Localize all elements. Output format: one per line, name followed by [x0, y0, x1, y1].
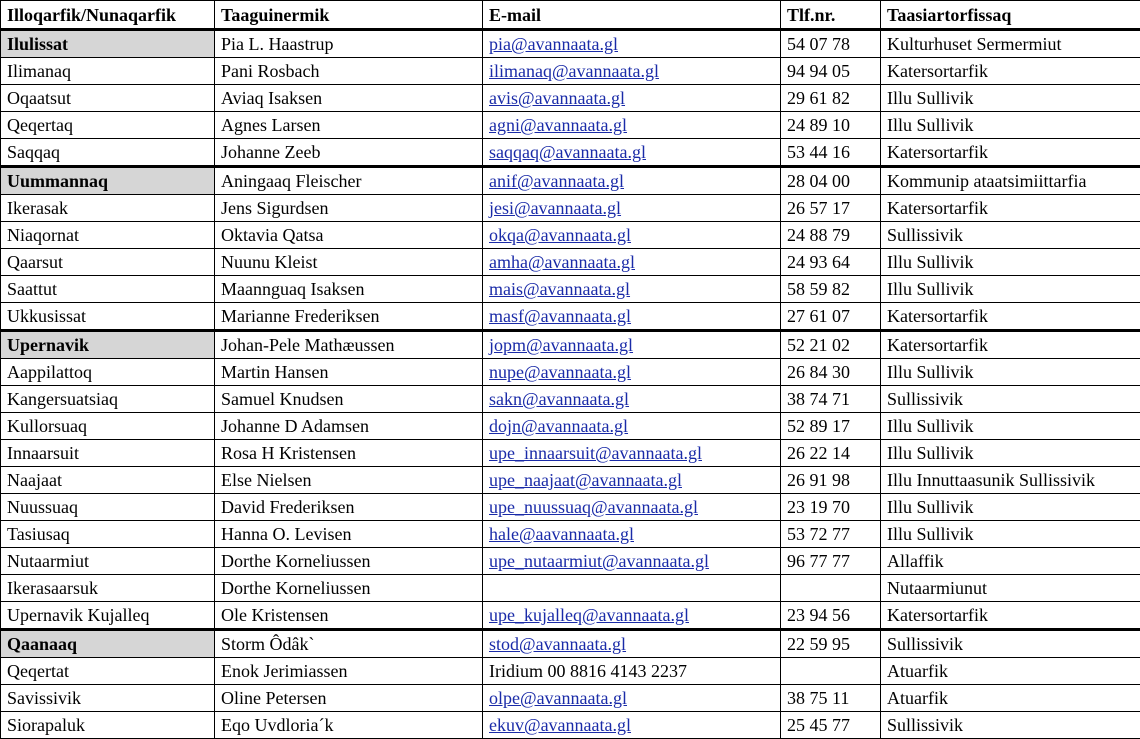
office-cell: Katersortarfik — [881, 602, 1140, 630]
office-cell: Katersortarfik — [881, 139, 1140, 167]
contact-name-cell: Eqo Uvdloria´k — [215, 712, 483, 739]
email-cell — [483, 494, 781, 521]
settlement-name-cell: Naajaat — [1, 467, 215, 494]
phone-cell: 25 45 77 — [781, 712, 881, 739]
office-cell: Illu Sullivik — [881, 276, 1140, 303]
email-cell — [483, 386, 781, 413]
contact-name-cell: Marianne Frederiksen — [215, 303, 483, 331]
town-name-cell: Ilulissat — [1, 30, 215, 58]
column-header-name: Taaguinermik — [215, 1, 483, 30]
table-row — [1, 521, 1140, 548]
settlement-name-cell: Ikerasaarsuk — [1, 575, 215, 602]
column-header-email: E-mail — [483, 1, 781, 30]
email-cell — [483, 195, 781, 222]
table-row — [1, 575, 1140, 602]
settlement-name-cell: Upernavik Kujalleq — [1, 602, 215, 630]
header-row — [1, 1, 1140, 30]
contact-name-cell: Nuunu Kleist — [215, 249, 483, 276]
contact-name-cell: Rosa H Kristensen — [215, 440, 483, 467]
settlement-name-cell: Ukkusissat — [1, 303, 215, 331]
email-cell — [483, 112, 781, 139]
settlement-name-cell: Ilimanaq — [1, 58, 215, 85]
phone-cell: 53 44 16 — [781, 139, 881, 167]
town-name-cell: Upernavik — [1, 331, 215, 359]
phone-cell: 38 74 71 — [781, 386, 881, 413]
contact-name-cell: Ole Kristensen — [215, 602, 483, 630]
phone-cell: 26 22 14 — [781, 440, 881, 467]
settlement-name-cell: Niaqornat — [1, 222, 215, 249]
email-cell — [483, 331, 781, 359]
email-link[interactable]: upe_nuussuaq@avannaata.gl — [489, 497, 698, 517]
office-cell: Illu Sullivik — [881, 112, 1140, 139]
office-cell: Sullissivik — [881, 630, 1140, 658]
contact-name-cell: David Frederiksen — [215, 494, 483, 521]
office-cell: Illu Sullivik — [881, 359, 1140, 386]
email-link[interactable]: jopm@avannaata.gl — [489, 335, 633, 355]
email-link[interactable]: upe_nutaarmiut@avannaata.gl — [489, 551, 709, 571]
phone-cell: 23 19 70 — [781, 494, 881, 521]
table-row — [1, 467, 1140, 494]
contact-name-cell: Pia L. Haastrup — [215, 30, 483, 58]
email-link[interactable]: ekuv@avannaata.gl — [489, 715, 631, 735]
email-link[interactable]: hale@aavannaata.gl — [489, 524, 634, 544]
office-cell: Sullissivik — [881, 712, 1140, 739]
settlement-name-cell: Saqqaq — [1, 139, 215, 167]
email-cell — [483, 413, 781, 440]
contact-name-cell: Jens Sigurdsen — [215, 195, 483, 222]
email-cell — [483, 467, 781, 494]
settlement-name-cell: Nuussuaq — [1, 494, 215, 521]
settlement-name-cell: Saattut — [1, 276, 215, 303]
email-cell — [483, 630, 781, 658]
phone-cell: 24 88 79 — [781, 222, 881, 249]
office-cell: Kulturhuset Sermermiut — [881, 30, 1140, 58]
email-cell — [483, 359, 781, 386]
office-cell: Katersortarfik — [881, 331, 1140, 359]
contact-name-cell: Dorthe Korneliussen — [215, 575, 483, 602]
office-cell: Atuarfik — [881, 685, 1140, 712]
column-header-phone: Tlf.nr. — [781, 1, 881, 30]
town-name-cell: Uummannaq — [1, 167, 215, 195]
table-row — [1, 658, 1140, 685]
table-row — [1, 30, 1140, 58]
settlement-name-cell: Siorapaluk — [1, 712, 215, 739]
table-row — [1, 167, 1140, 195]
email-link[interactable]: anif@avannaata.gl — [489, 171, 624, 191]
phone-cell: 38 75 11 — [781, 685, 881, 712]
email-link[interactable]: jesi@avannaata.gl — [489, 198, 621, 218]
settlement-name-cell: Savissivik — [1, 685, 215, 712]
table-row — [1, 331, 1140, 359]
email-cell — [483, 548, 781, 575]
office-cell: Katersortarfik — [881, 303, 1140, 331]
settlement-name-cell: Aappilattoq — [1, 359, 215, 386]
contact-name-cell: Dorthe Korneliussen — [215, 548, 483, 575]
phone-cell: 26 91 98 — [781, 467, 881, 494]
email-link[interactable]: masf@avannaata.gl — [489, 306, 631, 326]
email-link[interactable]: saqqaq@avannaata.gl — [489, 142, 646, 162]
email-cell — [483, 276, 781, 303]
settlement-name-cell: Qaarsut — [1, 249, 215, 276]
email-link[interactable]: agni@avannaata.gl — [489, 115, 627, 135]
phone-cell: 22 59 95 — [781, 630, 881, 658]
contact-name-cell: Enok Jerimiassen — [215, 658, 483, 685]
phone-cell: 26 57 17 — [781, 195, 881, 222]
phone-cell: 23 94 56 — [781, 602, 881, 630]
phone-cell: 52 21 02 — [781, 331, 881, 359]
email-cell — [483, 222, 781, 249]
contact-name-cell: Johanne Zeeb — [215, 139, 483, 167]
phone-cell: 53 72 77 — [781, 521, 881, 548]
column-header-office: Taasiartorfissaq — [881, 1, 1140, 30]
office-cell: Illu Sullivik — [881, 85, 1140, 112]
table-row — [1, 548, 1140, 575]
contact-name-cell: Aviaq Isaksen — [215, 85, 483, 112]
office-cell: Allaffik — [881, 548, 1140, 575]
settlement-name-cell: Tasiusaq — [1, 521, 215, 548]
table-row — [1, 413, 1140, 440]
office-cell: Illu Sullivik — [881, 521, 1140, 548]
email-link[interactable]: dojn@avannaata.gl — [489, 416, 628, 436]
settlement-name-cell: Kangersuatsiaq — [1, 386, 215, 413]
contact-name-cell: Pani Rosbach — [215, 58, 483, 85]
contact-name-cell: Maannguaq Isaksen — [215, 276, 483, 303]
email-cell — [483, 521, 781, 548]
settlement-name-cell: Kullorsuaq — [1, 413, 215, 440]
settlement-name-cell: Nutaarmiut — [1, 548, 215, 575]
email-cell — [483, 303, 781, 331]
phone-cell — [781, 658, 881, 685]
phone-cell: 58 59 82 — [781, 276, 881, 303]
email-cell — [483, 30, 781, 58]
contact-name-cell: Johan-Pele Mathæussen — [215, 331, 483, 359]
email-link[interactable]: ilimanaq@avannaata.gl — [489, 61, 659, 81]
office-cell: Illu Sullivik — [881, 413, 1140, 440]
email-cell — [483, 712, 781, 739]
email-link[interactable]: amha@avannaata.gl — [489, 252, 635, 272]
table-row — [1, 112, 1140, 139]
table-row — [1, 630, 1140, 658]
table-row — [1, 276, 1140, 303]
email-link[interactable]: stod@avannaata.gl — [489, 634, 626, 654]
phone-cell: 29 61 82 — [781, 85, 881, 112]
phone-cell: 96 77 77 — [781, 548, 881, 575]
phone-cell — [781, 575, 881, 602]
email-cell — [483, 575, 781, 602]
email-cell — [483, 658, 781, 685]
table-row — [1, 685, 1140, 712]
email-link[interactable]: olpe@avannaata.gl — [489, 688, 627, 708]
office-cell: Kommunip ataatsimiittarfia — [881, 167, 1140, 195]
contact-name-cell: Johanne D Adamsen — [215, 413, 483, 440]
table-row — [1, 386, 1140, 413]
office-cell: Illu Sullivik — [881, 440, 1140, 467]
office-cell: Illu Sullivik — [881, 494, 1140, 521]
contact-name-cell: Agnes Larsen — [215, 112, 483, 139]
email-cell — [483, 85, 781, 112]
table-row — [1, 85, 1140, 112]
satellite-phone-text: Iridium 00 8816 4143 2237 — [489, 661, 687, 681]
phone-cell: 28 04 00 — [781, 167, 881, 195]
office-cell: Nutaarmiunut — [881, 575, 1140, 602]
phone-cell: 26 84 30 — [781, 359, 881, 386]
office-cell: Sullissivik — [881, 222, 1140, 249]
contact-name-cell: Oktavia Qatsa — [215, 222, 483, 249]
email-link[interactable]: okqa@avannaata.gl — [489, 225, 631, 245]
table-row — [1, 494, 1140, 521]
office-cell: Katersortarfik — [881, 195, 1140, 222]
email-cell — [483, 440, 781, 467]
email-link[interactable]: avis@avannaata.gl — [489, 88, 625, 108]
settlement-name-cell: Oqaatsut — [1, 85, 215, 112]
contact-name-cell: Hanna O. Levisen — [215, 521, 483, 548]
table-row — [1, 440, 1140, 467]
office-cell: Illu Innuttaasunik Sullissivik — [881, 467, 1140, 494]
contact-name-cell: Storm Ôdâk` — [215, 630, 483, 658]
table-row — [1, 139, 1140, 167]
contact-name-cell: Martin Hansen — [215, 359, 483, 386]
table-row — [1, 195, 1140, 222]
table-row — [1, 249, 1140, 276]
table-row — [1, 58, 1140, 85]
phone-cell: 24 89 10 — [781, 112, 881, 139]
town-name-cell: Qaanaaq — [1, 630, 215, 658]
settlement-name-cell: Qeqertaq — [1, 112, 215, 139]
email-link[interactable]: upe_naajaat@avannaata.gl — [489, 470, 682, 490]
email-cell — [483, 58, 781, 85]
settlement-name-cell: Ikerasak — [1, 195, 215, 222]
email-link[interactable]: sakn@avannaata.gl — [489, 389, 629, 409]
settlement-name-cell: Qeqertat — [1, 658, 215, 685]
phone-cell: 52 89 17 — [781, 413, 881, 440]
table-row — [1, 359, 1140, 386]
table-body — [1, 30, 1140, 739]
email-cell — [483, 139, 781, 167]
email-cell — [483, 685, 781, 712]
contact-name-cell: Aningaaq Fleischer — [215, 167, 483, 195]
contact-name-cell: Else Nielsen — [215, 467, 483, 494]
office-cell: Sullissivik — [881, 386, 1140, 413]
phone-cell: 54 07 78 — [781, 30, 881, 58]
table-row — [1, 602, 1140, 630]
phone-cell: 27 61 07 — [781, 303, 881, 331]
email-link[interactable]: nupe@avannaata.gl — [489, 362, 631, 382]
contact-name-cell: Oline Petersen — [215, 685, 483, 712]
table-row — [1, 222, 1140, 249]
email-cell — [483, 167, 781, 195]
office-cell: Illu Sullivik — [881, 249, 1140, 276]
office-cell: Katersortarfik — [881, 58, 1140, 85]
email-link[interactable]: upe_innaarsuit@avannaata.gl — [489, 443, 702, 463]
email-link[interactable]: mais@avannaata.gl — [489, 279, 630, 299]
table-row — [1, 303, 1140, 331]
settlement-name-cell: Innaarsuit — [1, 440, 215, 467]
email-cell — [483, 602, 781, 630]
office-cell: Atuarfik — [881, 658, 1140, 685]
column-header-place: Illoqarfik/Nunaqarfik — [1, 1, 215, 30]
table-row — [1, 712, 1140, 739]
contact-name-cell: Samuel Knudsen — [215, 386, 483, 413]
email-cell — [483, 249, 781, 276]
phone-cell: 94 94 05 — [781, 58, 881, 85]
email-link[interactable]: pia@avannaata.gl — [489, 34, 618, 54]
email-link[interactable]: upe_kujalleq@avannaata.gl — [489, 605, 689, 625]
phone-cell: 24 93 64 — [781, 249, 881, 276]
